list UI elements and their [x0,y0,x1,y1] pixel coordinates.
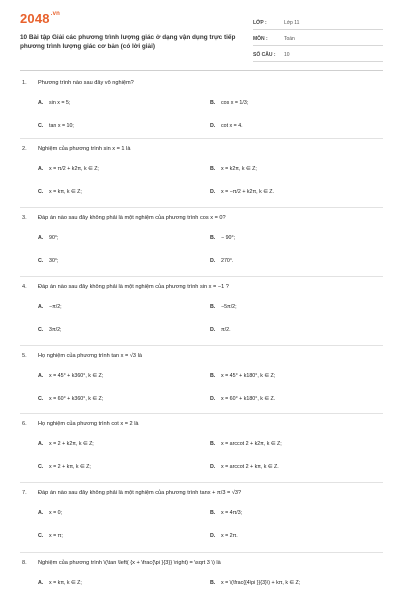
worksheet-meta [253,17,383,65]
question-block [20,490,385,546]
question-text: Họ nghiệm của phương trình tan x = √3 là [38,353,142,359]
question-divider [20,413,383,414]
option-label: B. [210,373,216,379]
option-value: cot x = 4. [221,123,243,129]
meta-key: SỐ CÂU : [253,52,276,58]
option-label: C. [38,533,44,539]
answer-option[interactable] [210,100,248,106]
option-value: −π/2; [49,304,62,310]
question-text: Nghiệm của phương trình sin x = 1 là [38,146,131,152]
question-block [20,80,385,136]
site-logo[interactable] [20,11,60,26]
answer-options [20,160,385,202]
question-number: 7. [22,490,27,496]
option-value: x = 2 + k2π, k ∈ Z; [49,441,94,447]
answer-options [20,94,385,136]
answer-option[interactable] [210,258,233,264]
question-block [20,215,385,271]
answer-option[interactable] [38,441,94,447]
question-line [20,284,385,296]
option-label: D. [210,258,216,264]
question-line [20,560,385,572]
answer-option[interactable] [210,327,231,333]
option-value: x = \(\frac{{4\pi }}{3}\) + kπ, k ∈ Z; [221,580,301,586]
option-label: D. [210,327,216,333]
question-block [20,146,385,202]
option-label: A. [38,100,44,106]
option-value: 3π/2; [49,327,62,333]
answer-option[interactable] [38,166,99,172]
option-label: C. [38,327,44,333]
question-block [20,421,385,477]
answer-options [20,229,385,271]
worksheet-title: 10 Bài tập Giải các phương trình lượng giác ở dạng vận dụng trực tiếp phương trình lượng giác cơ bản (có lời giải) [20,34,236,50]
option-value: x = 2 + kπ, k ∈ Z; [49,464,91,470]
option-value: cos x = 1/3; [221,100,249,106]
question-number: 8. [22,560,27,566]
question-block [20,560,385,616]
question-divider [20,207,383,208]
question-text: Đáp án nào sau đây không phải là một nghiệm của phương trình sin x = −1 ? [38,284,229,290]
option-label: A. [38,304,44,310]
option-label: B. [210,235,216,241]
meta-key: LỚP : [253,20,267,26]
option-label: A. [38,373,44,379]
answer-option[interactable] [38,373,103,379]
meta-key: MÔN : [253,36,268,42]
question-divider [20,482,383,483]
question-block [20,353,385,409]
option-label: C. [38,464,44,470]
answer-option[interactable] [38,396,103,402]
option-label: C. [38,258,44,264]
page-header [0,0,400,62]
question-block [20,284,385,340]
option-label: B. [210,100,216,106]
answer-option[interactable] [38,123,74,129]
answer-option[interactable] [38,464,91,470]
option-label: D. [210,464,216,470]
option-value: π/2. [221,327,231,333]
question-line [20,421,385,433]
option-value: 270°. [221,258,234,264]
answer-option[interactable] [38,533,63,539]
question-text: Nghiệm của phương trình \(\tan \left( {x + \frac{\pi }{3}} \right) = \sqrt 3 \) là [38,560,221,566]
option-value: x = 0; [49,510,63,516]
meta-value: Toán [284,36,295,42]
answer-option[interactable] [38,580,82,586]
option-value: x = kπ, k ∈ Z; [49,189,82,195]
option-value: tan x = 10; [49,123,74,129]
question-line [20,146,385,158]
meta-row-class [253,17,383,30]
option-value: x = 45° + k360°, k ∈ Z; [49,373,104,379]
option-value: x = kπ, k ∈ Z; [49,580,82,586]
option-label: B. [210,166,216,172]
question-line [20,215,385,227]
answer-option[interactable] [38,304,62,310]
answer-option[interactable] [210,533,238,539]
answer-options [20,574,385,616]
option-value: x = 2π. [221,533,238,539]
option-value: x = π/2 + k2π, k ∈ Z; [49,166,99,172]
option-label: A. [38,235,44,241]
answer-options [20,298,385,340]
option-label: A. [38,441,44,447]
question-number: 3. [22,215,27,221]
option-value: x = 45° + k180°, k ∈ Z; [221,373,276,379]
question-line [20,353,385,365]
meta-row-subject [253,33,383,46]
option-value: −5π/2; [221,304,237,310]
option-value: x = arccot 2 + k2π, k ∈ Z; [221,441,282,447]
question-divider [20,276,383,277]
question-number: 4. [22,284,27,290]
option-label: B. [210,304,216,310]
question-number: 2. [22,146,27,152]
option-value: 30°; [49,258,59,264]
answer-options [20,435,385,477]
option-value: x = 60° + k360°, k ∈ Z; [49,396,104,402]
question-number: 1. [22,80,27,86]
option-label: B. [210,510,216,516]
question-divider [20,552,383,553]
option-value: x = −π/2 + k2π, k ∈ Z. [221,189,274,195]
answer-option[interactable] [38,510,62,516]
answer-option[interactable] [38,258,58,264]
answer-option[interactable] [210,373,275,379]
option-value: − 90°; [221,235,236,241]
option-label: D. [210,533,216,539]
answer-options [20,367,385,409]
answer-option[interactable] [210,235,235,241]
option-label: A. [38,510,44,516]
answer-option[interactable] [210,166,257,172]
question-line [20,80,385,92]
question-text: Đáp án nào sau đây không phải là một nghiệm của phương trình tanx + π/3 = √3? [38,490,242,496]
answer-option[interactable] [210,580,300,586]
option-value: x = 60° + k180°, k ∈ Z. [221,396,276,402]
question-number: 6. [22,421,27,427]
option-label: B. [210,580,216,586]
answer-option[interactable] [210,123,243,129]
answer-option[interactable] [210,304,237,310]
answer-option[interactable] [210,396,275,402]
option-value: x = 4π/3; [221,510,243,516]
answer-option[interactable] [38,100,70,106]
question-text: Đáp án nào sau đây không phải là một nghiệm của phương trình cos x = 0? [38,215,226,221]
option-label: D. [210,123,216,129]
answer-option[interactable] [38,327,62,333]
option-label: A. [38,166,44,172]
logo-suffix: .vn [50,11,61,17]
meta-row-count [253,49,383,62]
answer-option[interactable] [210,464,279,470]
option-label: B. [210,441,216,447]
question-text: Phương trình nào sau đây vô nghiệm? [38,80,134,86]
question-text: Họ nghiệm của phương trình cot x = 2 là [38,421,139,427]
option-label: C. [38,189,44,195]
header-divider [20,70,383,71]
answer-option[interactable] [210,510,242,516]
answer-option[interactable] [210,441,282,447]
option-label: C. [38,396,44,402]
answer-options [20,504,385,546]
option-value: x = arccot 2 + kπ, k ∈ Z. [221,464,279,470]
meta-value: 10 [284,52,290,58]
option-value: x = π; [49,533,63,539]
option-value: 90°; [49,235,59,241]
option-label: D. [210,396,216,402]
question-line [20,490,385,502]
question-divider [20,138,383,139]
meta-value: Lớp 11 [284,20,300,26]
option-label: C. [38,123,44,129]
question-number: 5. [22,353,27,359]
answer-option[interactable] [38,235,58,241]
answer-option[interactable] [38,189,82,195]
logo-text: 2048 [20,11,50,26]
answer-option[interactable] [210,189,274,195]
option-value: sin x = 5; [49,100,71,106]
option-label: A. [38,580,44,586]
option-label: D. [210,189,216,195]
option-value: x = k2π, k ∈ Z; [221,166,257,172]
question-divider [20,345,383,346]
